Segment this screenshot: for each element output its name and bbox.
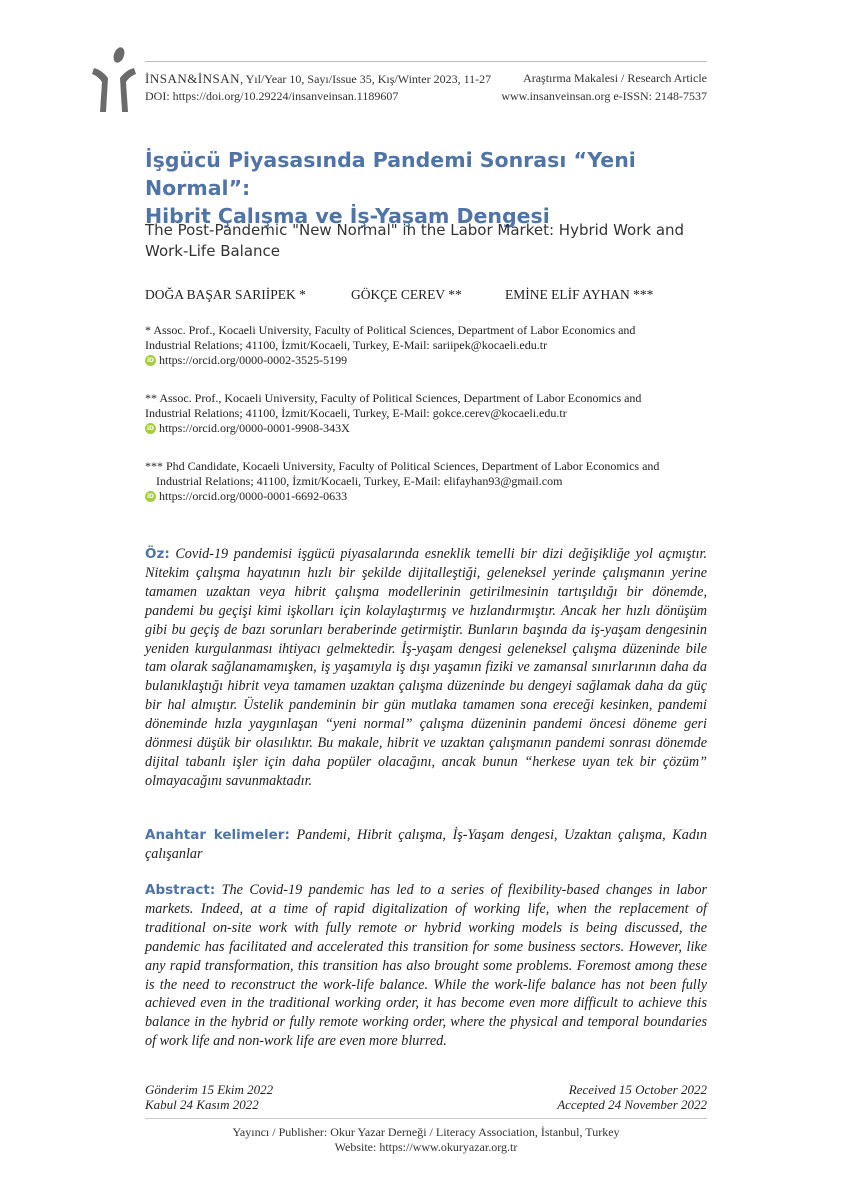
author-2: GÖKÇE CEREV ** bbox=[351, 287, 462, 302]
orcid-link[interactable] bbox=[145, 421, 715, 436]
abstract-section bbox=[145, 881, 707, 1051]
issue-line: İNSAN&İNSAN, Yıl/Year 10, Sayı/Issue 35, Kış/Winter 2023, 11-27 bbox=[145, 71, 492, 86]
keywords-section bbox=[145, 826, 707, 864]
affiliation-2 bbox=[145, 391, 715, 436]
orcid-icon: iD bbox=[146, 357, 155, 364]
keywords-label: Anahtar kelimeler: bbox=[145, 827, 290, 843]
received-en: Received 15 October 2022 bbox=[568, 1082, 707, 1097]
title-line-2: Hibrit Çalışma ve İş-Yaşam Dengesi bbox=[145, 204, 550, 228]
accepted-tr: Kabul 24 Kasım 2022 bbox=[145, 1097, 259, 1112]
oz-section bbox=[145, 545, 707, 791]
affiliation-line: ** Assoc. Prof., Kocaeli University, Faculty of Political Sciences, Department of Labor Economics and bbox=[145, 391, 642, 405]
oz-text: Covid-19 pandemisi işgücü piyasalarında esneklik temelli bir dizi değişikliğe yol açmıştır. Nitekim çalışma hayatının hızlı bir şekilde dijitalleştiği, geleneksel yerinde çalışmanın yerine tamamen uzaktan veya hibrit çalışma modellerinin getirilmesinin tartışıldığı bir dönemde, pandemi bu geçişi kimi işkolları için kolaylaştırmış ve hızlandırmıştır. Ancak her hızlı dönüşüm gibi bu geçiş de bazı sorunları beraberinde getirmiştir. Bunların başında da iş-yaşam dengesinin yeniden kurgulanması ihtiyacı gelmektedir. İş-yaşam dengesi geleneksel çalışma düzeninde bile tam olarak sağlanamamışken, iş yaşamıyla iş dışı yaşamın fiziki ve zamansal sınırlarının daha da bulanıklaştığı hibrit veya tamamen uzaktan çalışma düzeninde bu dengeyi sağlamak daha da güç bir hal almıştır. Üstelik pandeminin bir gün mutlaka tamamen sona ereceği kesinken, pandemi döneminde hızla yaygınlaşan “yeni normal” çalışma düzeninin pandemi öncesi döneme geri dönmesi düşük bir olasılıktır. Bu makale, hibrit ve uzaktan çalışmanın pandemi sonrası dönemde dijital tabanlı işler için daha popüler olacağını, ancak bunun “herkese uyan tek bir çözüm” olmayacağını savunmaktadır. bbox=[145, 546, 708, 789]
abstract-text: The Covid-19 pandemic has led to a series of flexibility-based changes in labor markets. Indeed, at a time of rapid digitalization of working life, when the replacement of traditional on-site work with fully remote or hybrid working models is being discussed, the pandemic has facilitated and accelerated this transition for some business sectors. However, like any rapid transformation, this transition has also brought some problems. Foremost among these is the need to reconstruct the work-life balance. While the work-life balance has not been fully achieved even in the traditional working order, it has become even more difficult to achieve this balance in the hybrid or fully remote working order, where the physical and temporal boundaries of work life and non-work life are even more blurred. bbox=[145, 882, 708, 1050]
issue-info: Yıl/Year 10, Sayı/Issue 35, Kış/Winter 2023, 11-27 bbox=[245, 72, 492, 86]
header-rule bbox=[145, 61, 707, 62]
title-line-1: İşgücü Piyasasında Pandemi Sonrası “Yeni Normal”: bbox=[145, 148, 636, 200]
article-type: Araştırma Makalesi / Research Article bbox=[523, 71, 707, 85]
orcid-url[interactable]: https://orcid.org/0000-0002-3525-5199 bbox=[159, 353, 348, 367]
article-title-tr bbox=[145, 146, 715, 230]
affiliation-line: *** Phd Candidate, Kocaeli University, Faculty of Political Sciences, Department of Labor Economics and bbox=[145, 459, 660, 473]
affiliation-line: * Assoc. Prof., Kocaeli University, Faculty of Political Sciences, Department of Labor Economics and bbox=[145, 323, 636, 337]
affiliation-line: Industrial Relations; 41100, İzmit/Kocaeli, Turkey, E-Mail: gokce.cerev@kocaeli.edu.tr bbox=[145, 406, 567, 420]
affiliation-line: Industrial Relations; 41100, İzmit/Kocaeli, Turkey, E-Mail: sariipek@kocaeli.edu.tr bbox=[145, 338, 548, 352]
affiliation-3 bbox=[145, 459, 715, 504]
affiliation-line: Industrial Relations; 41100, İzmit/Kocaeli, Turkey, E-Mail: elifayhan93@gmail.com bbox=[156, 474, 563, 488]
publisher-website[interactable]: Website: https://www.okuryazar.org.tr bbox=[334, 1140, 518, 1154]
orcid-link[interactable] bbox=[145, 489, 715, 504]
affiliation-1 bbox=[145, 323, 715, 368]
footer-rule bbox=[145, 1118, 707, 1119]
author-1: DOĞA BAŞAR SARIİPEK * bbox=[145, 287, 306, 302]
publisher-footer bbox=[145, 1125, 707, 1155]
keywords-text: Pandemi, Hibrit çalışma, İş-Yaşam dengesi, Uzaktan çalışma, Kadın çalışanlar bbox=[145, 827, 707, 862]
orcid-link[interactable] bbox=[145, 353, 715, 368]
doi-link[interactable]: DOI: https://doi.org/10.29224/insanveinsan.1189607 bbox=[145, 89, 399, 103]
orcid-url[interactable]: https://orcid.org/0000-0001-6692-0633 bbox=[159, 489, 348, 503]
journal-header bbox=[145, 70, 707, 105]
journal-name: İNSAN&İNSAN bbox=[145, 71, 241, 86]
orcid-icon: iD bbox=[146, 493, 155, 500]
author-3: EMİNE ELİF AYHAN *** bbox=[505, 287, 654, 302]
orcid-url[interactable]: https://orcid.org/0000-0001-9908-343X bbox=[159, 421, 350, 435]
article-title-en: The Post-Pandemic "New Normal" in the Labor Market: Hybrid Work and Work-Life Balance bbox=[145, 221, 685, 260]
orcid-icon: iD bbox=[146, 425, 155, 432]
abstract-label: Abstract: bbox=[145, 882, 216, 898]
publisher-line: Yayıncı / Publisher: Okur Yazar Derneği / Literacy Association, İstanbul, Turkey bbox=[232, 1125, 620, 1139]
journal-logo-icon bbox=[92, 46, 136, 114]
accepted-en: Accepted 24 November 2022 bbox=[557, 1097, 707, 1112]
oz-label: Öz: bbox=[145, 546, 170, 562]
submitted-tr: Gönderim 15 Ekim 2022 bbox=[145, 1082, 274, 1097]
website-issn[interactable]: www.insanveinsan.org e-ISSN: 2148-7537 bbox=[501, 89, 707, 103]
submission-dates bbox=[145, 1082, 707, 1112]
